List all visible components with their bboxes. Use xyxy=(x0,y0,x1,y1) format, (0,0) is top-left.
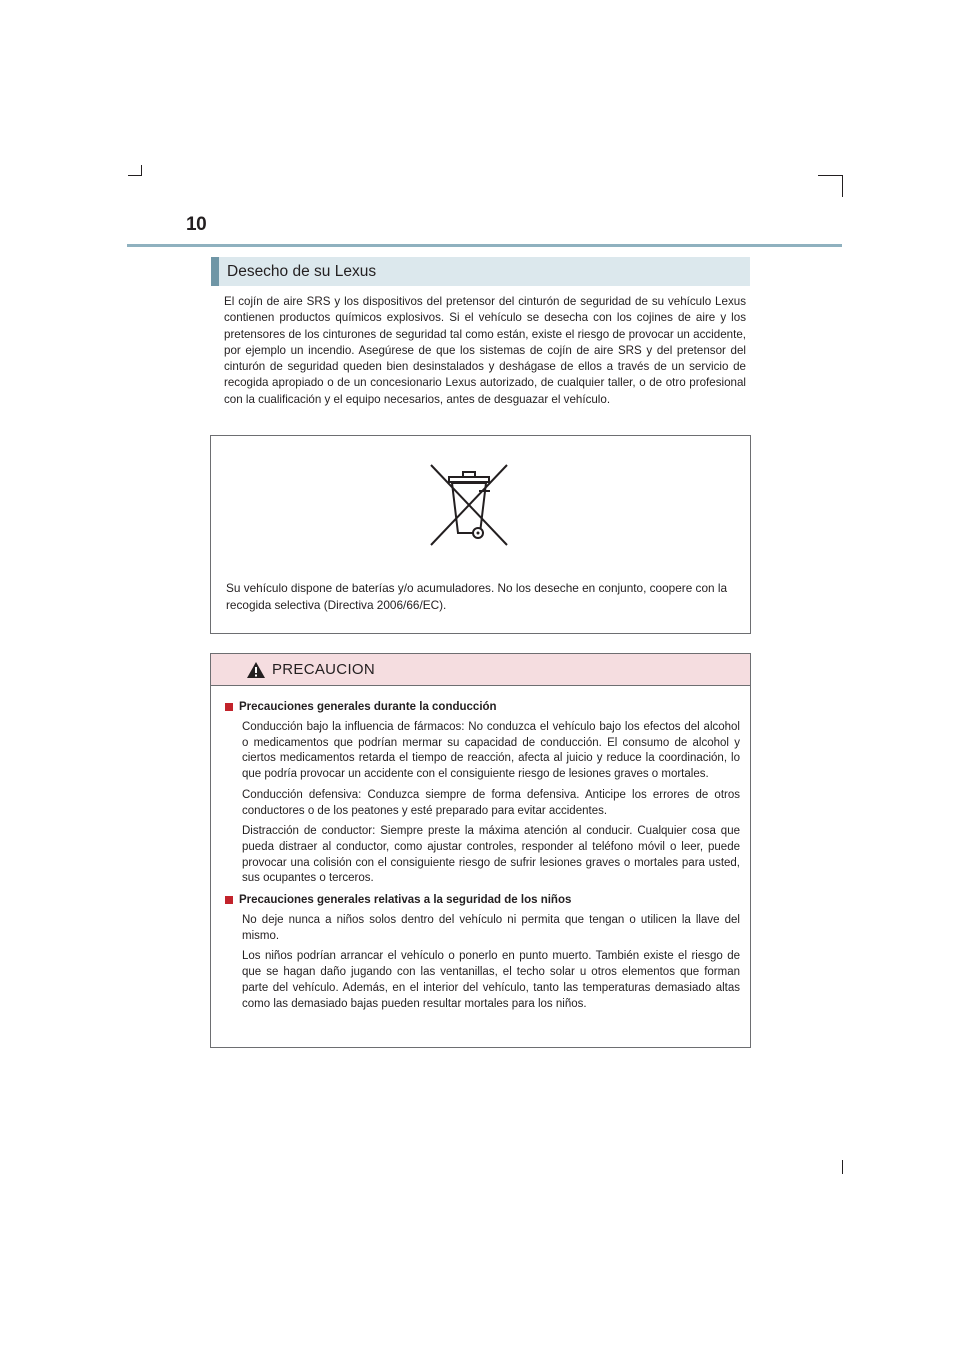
recycling-text: Su vehículo dispone de baterías y/o acumuladores. No los deseche en conjunto, coopere con la recogida selectiva (Directiva 2006/66/EC). xyxy=(226,581,728,612)
crop-mark-top-left-v xyxy=(141,165,142,176)
caution-paragraph: No deje nunca a niños solos dentro del vehículo ni permita que tengan o utilicen la llave del mismo. xyxy=(242,914,740,942)
caution-subheading-text: Precauciones generales durante la conducción xyxy=(239,701,497,713)
page-number: 10 xyxy=(186,214,207,235)
caution-title: PRECAUCION xyxy=(272,661,376,678)
caution-paragraph: Los niños podrían arrancar el vehículo o ponerlo en punto muerto. También existe el riesgo de que se hagan daño jugando con las ventanillas, el techo solar u otros elementos que forman parte del vehículo. Además, en el interior del vehículo, tanto las temperaturas demasiado altas como las demasiado bajas pueden resultar mortales para los niños. xyxy=(242,950,740,1010)
intro-paragraph: El cojín de aire SRS y los dispositivos del pretensor del cinturón de seguridad de su vehículo Lexus contienen productos químicos explosivos. Si el vehículo se desecha con los cojines de aire y los pretensores de los cinturones de seguridad tal como están, existe el riesgo de provocar un accidente, por ejemplo un incendio. Asegúrese de que los sistemas de cojín de aire SRS y del pretensor del cinturón de seguridad queden bien desinstalados y deshágase de ellos a través de un servicio de recogida apropiado o de un concesionario Lexus autorizado, de cualquier taller, o de otro profesional con la cualificación y el equipo necesarios, antes de desguazar el vehículo. xyxy=(224,295,746,406)
crossed-out-wheeled-bin-icon xyxy=(429,463,509,547)
crop-mark-top-right-h xyxy=(818,175,843,176)
caution-body xyxy=(211,686,750,1012)
caution-paragraph: Conducción bajo la influencia de fármacos: No conduzca el vehículo bajo los efectos del alcohol o medicamentos que podrían mermar su capacidad de conducción. El consumo de alcohol y ciertos medicamentos retarda el tiempo de reacción, afecta al juicio y reduce la coordinación, lo que podría provocar un accidente con el consiguiente riesgo de lesiones graves o mortales. xyxy=(242,721,740,781)
section-heading: Desecho de su Lexus xyxy=(211,257,750,286)
caution-paragraph: Distracción de conductor: Siempre preste la máxima atención al conducir. Cualquier cosa que pueda distraer al conductor, como ajustar controles, responder al teléfono móvil o leer, puede provocar una colisión con el consiguiente riesgo de sufrir lesiones graves o mortales para usted, sus ocupantes o terceros. xyxy=(242,825,740,885)
caution-subheading xyxy=(225,699,740,715)
caution-box xyxy=(210,653,751,1048)
caution-header xyxy=(211,654,750,686)
crop-mark-top-left-h xyxy=(128,175,141,176)
recycling-notice-box xyxy=(210,435,751,634)
header-rule xyxy=(127,244,842,247)
caution-section-children xyxy=(225,892,740,1012)
bullet-square-icon xyxy=(225,703,233,711)
caution-paragraph: Conducción defensiva: Conduzca siempre de forma defensiva. Anticipe los errores de otros conductores o de los peatones y esté preparado para evitar accidentes. xyxy=(242,788,740,817)
bullet-square-icon xyxy=(225,896,233,904)
caution-subheading xyxy=(225,892,740,908)
crop-mark-top-right-v xyxy=(842,175,843,197)
crop-mark-bottom-right-v xyxy=(842,1160,843,1174)
caution-subheading-text: Precauciones generales relativas a la seguridad de los niños xyxy=(239,894,572,907)
warning-triangle-icon xyxy=(246,661,266,679)
caution-section-driving xyxy=(225,699,740,887)
